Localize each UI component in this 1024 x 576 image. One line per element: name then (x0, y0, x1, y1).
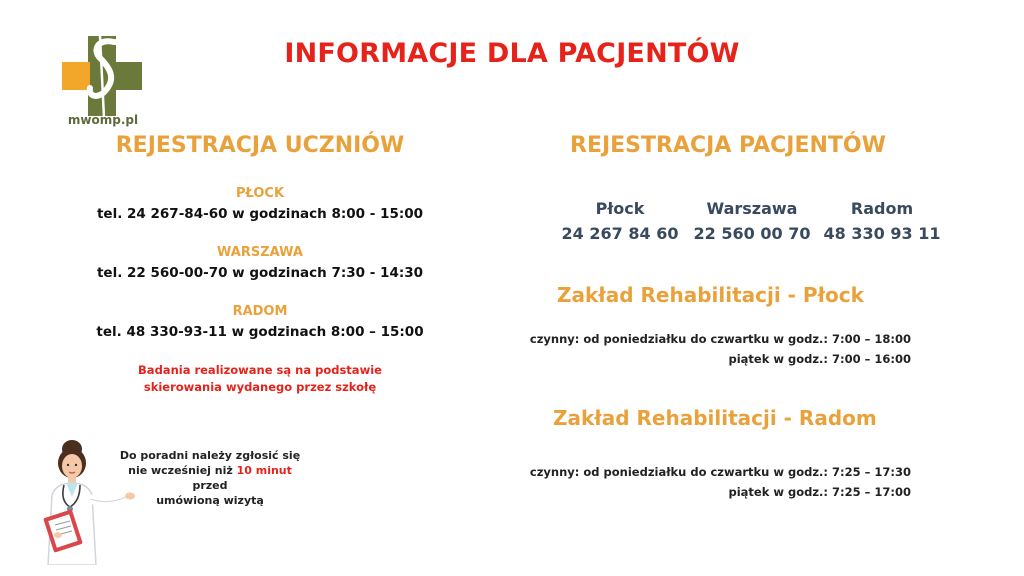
visit-note-line3: umówioną wizytą (156, 494, 264, 507)
referral-note-line2: skierowania wydanego przez szkołę (143, 380, 377, 394)
rehab-radom-heading: Zakład Rehabilitacji - Radom (553, 406, 877, 430)
patients-phone-warszawa[interactable]: 22 560 00 70 (693, 224, 811, 243)
visit-note-line2-after: przed (192, 479, 228, 492)
visit-arrival-note (110, 448, 310, 508)
students-phone-radom: tel. 48 330-93-11 w godzinach 8:00 – 15:00 (96, 324, 424, 340)
logo-text[interactable]: mwomp.pl (67, 113, 139, 127)
patients-city-plock: Płock (595, 199, 645, 218)
rehab-plock-hours-friday: piątek w godz.: 7:00 – 16:00 (728, 352, 911, 366)
patients-phone-radom[interactable]: 48 330 93 11 (823, 224, 941, 243)
referral-note-line1: Badania realizowane są na podstawie (138, 363, 382, 377)
page-title: INFORMACJE DLA PACJENTÓW (284, 38, 740, 69)
students-city-radom: RADOM (232, 304, 288, 319)
rehab-plock-hours-weekdays: czynny: od poniedziałku do czwartku w godz.: 7:00 – 18:00 (529, 332, 911, 346)
students-heading: REJESTRACJA UCZNIÓW (115, 133, 405, 158)
visit-note-line2-before: nie wcześniej niż (128, 464, 237, 477)
rehab-radom-hours-weekdays: czynny: od poniedziałku do czwartku w godz.: 7:25 – 17:30 (529, 465, 911, 479)
visit-note-line1: Do poradni należy zgłosić się (119, 449, 301, 462)
rehab-plock-heading: Zakład Rehabilitacji - Płock (557, 283, 864, 307)
patients-heading: REJESTRACJA PACJENTÓW (570, 133, 886, 158)
patients-city-radom: Radom (850, 199, 914, 218)
referral-note (60, 362, 460, 396)
patients-city-warszawa: Warszawa (706, 199, 798, 218)
students-city-warszawa: WARSZAWA (217, 245, 303, 260)
students-phone-warszawa: tel. 22 560-00-70 w godzinach 7:30 - 14:30 (96, 265, 424, 281)
students-phone-plock: tel. 24 267-84-60 w godzinach 8:00 - 15:00 (96, 206, 424, 222)
patients-location-radom (812, 199, 952, 243)
patients-phone-plock[interactable]: 24 267 84 60 (561, 224, 679, 243)
patients-location-plock (550, 199, 690, 243)
visit-note-line2 (110, 463, 310, 493)
visit-note-minutes-highlight: 10 minut (236, 464, 292, 477)
patients-location-warszawa (682, 199, 822, 243)
rehab-radom-hours-friday: piątek w godz.: 7:25 – 17:00 (728, 485, 911, 499)
students-city-plock: PŁOCK (235, 186, 285, 201)
